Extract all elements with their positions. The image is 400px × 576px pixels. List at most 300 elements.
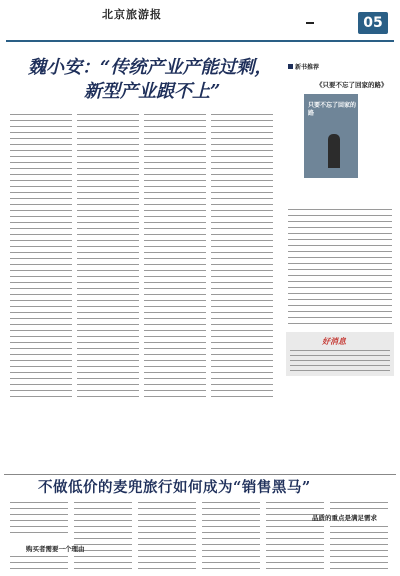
text-line xyxy=(144,354,206,355)
text-line xyxy=(211,348,273,349)
text-line xyxy=(290,350,390,351)
text-line xyxy=(144,318,206,319)
text-line xyxy=(77,252,139,253)
text-line xyxy=(74,514,132,515)
text-line xyxy=(77,204,139,205)
text-line xyxy=(330,532,388,533)
text-line xyxy=(144,144,206,145)
text-line xyxy=(10,252,72,253)
article-column-2 xyxy=(77,112,139,402)
text-line xyxy=(10,556,68,557)
second-article-column xyxy=(266,500,324,572)
text-line xyxy=(211,372,273,373)
section-divider xyxy=(4,474,396,475)
text-line xyxy=(77,228,139,229)
text-line xyxy=(144,270,206,271)
text-line xyxy=(202,544,260,545)
masthead-rule xyxy=(6,40,394,42)
text-line xyxy=(211,162,273,163)
text-line xyxy=(10,288,72,289)
text-line xyxy=(10,138,72,139)
text-line xyxy=(211,156,273,157)
text-line xyxy=(10,180,72,181)
article-column-4 xyxy=(211,112,273,402)
text-line xyxy=(211,144,273,145)
text-line xyxy=(10,336,72,337)
text-line xyxy=(144,252,206,253)
text-line xyxy=(290,370,390,371)
text-line xyxy=(77,246,139,247)
text-line xyxy=(144,192,206,193)
text-line xyxy=(211,366,273,367)
text-line xyxy=(138,502,196,503)
text-line xyxy=(288,323,392,324)
text-line xyxy=(144,180,206,181)
text-line xyxy=(74,556,132,557)
text-line xyxy=(288,311,392,312)
text-line xyxy=(290,355,390,356)
newspaper-title: 北京旅游报 xyxy=(102,8,162,21)
text-line xyxy=(74,508,132,509)
text-line xyxy=(144,114,206,115)
text-line xyxy=(144,288,206,289)
text-line xyxy=(10,270,72,271)
text-line xyxy=(74,538,132,539)
text-line xyxy=(74,526,132,527)
text-line xyxy=(330,562,388,563)
text-line xyxy=(77,264,139,265)
text-line xyxy=(77,354,139,355)
text-line xyxy=(138,568,196,569)
text-line xyxy=(77,234,139,235)
text-line xyxy=(138,526,196,527)
text-line xyxy=(211,294,273,295)
text-line xyxy=(77,300,139,301)
text-line xyxy=(211,390,273,391)
text-line xyxy=(10,568,68,569)
text-line xyxy=(138,556,196,557)
subhead-left: 购买者需要一个理由 xyxy=(26,545,85,553)
text-line xyxy=(211,168,273,169)
text-line xyxy=(330,508,388,509)
text-line xyxy=(74,568,132,569)
text-line xyxy=(10,324,72,325)
text-line xyxy=(10,508,68,509)
text-line xyxy=(288,293,392,294)
text-line xyxy=(10,526,68,527)
text-line xyxy=(77,174,139,175)
text-line xyxy=(144,360,206,361)
text-line xyxy=(77,324,139,325)
text-line xyxy=(10,264,72,265)
text-line xyxy=(77,342,139,343)
text-line xyxy=(77,360,139,361)
second-article-column xyxy=(74,500,132,572)
article-column-1 xyxy=(10,112,72,402)
second-article-column xyxy=(10,500,68,572)
good-news-heading: 好消息 xyxy=(322,336,346,346)
text-line xyxy=(144,216,206,217)
section-tag xyxy=(306,22,314,24)
text-line xyxy=(144,198,206,199)
text-line xyxy=(10,210,72,211)
text-line xyxy=(144,168,206,169)
text-line xyxy=(10,228,72,229)
text-line xyxy=(202,550,260,551)
text-line xyxy=(10,282,72,283)
text-line xyxy=(10,174,72,175)
text-line xyxy=(144,150,206,151)
good-news-box xyxy=(286,332,394,376)
text-line xyxy=(10,258,72,259)
text-line xyxy=(10,532,68,533)
text-line xyxy=(74,502,132,503)
text-line xyxy=(144,372,206,373)
text-line xyxy=(144,366,206,367)
text-line xyxy=(77,162,139,163)
text-line xyxy=(202,532,260,533)
text-line xyxy=(144,300,206,301)
text-line xyxy=(10,360,72,361)
text-line xyxy=(144,204,206,205)
article-column-3 xyxy=(144,112,206,402)
text-line xyxy=(10,120,72,121)
second-article-column xyxy=(138,500,196,572)
text-line xyxy=(144,120,206,121)
text-line xyxy=(10,216,72,217)
text-line xyxy=(144,126,206,127)
text-line xyxy=(211,396,273,397)
text-line xyxy=(266,508,324,509)
second-article-body xyxy=(10,500,390,572)
text-line xyxy=(77,366,139,367)
text-line xyxy=(10,312,72,313)
text-line xyxy=(330,544,388,545)
text-line xyxy=(144,348,206,349)
text-line xyxy=(144,174,206,175)
text-line xyxy=(144,390,206,391)
text-line xyxy=(10,378,72,379)
text-line xyxy=(288,287,392,288)
text-line xyxy=(211,258,273,259)
text-line xyxy=(211,324,273,325)
text-line xyxy=(10,150,72,151)
text-line xyxy=(144,186,206,187)
text-line xyxy=(144,264,206,265)
text-line xyxy=(77,336,139,337)
text-line xyxy=(77,150,139,151)
text-line xyxy=(211,120,273,121)
text-line xyxy=(77,156,139,157)
text-line xyxy=(144,156,206,157)
text-line xyxy=(10,372,72,373)
text-line xyxy=(77,378,139,379)
masthead xyxy=(6,4,394,46)
text-line xyxy=(144,384,206,385)
text-line xyxy=(211,312,273,313)
text-line xyxy=(10,198,72,199)
main-headline xyxy=(28,56,288,104)
text-line xyxy=(77,114,139,115)
text-line xyxy=(211,204,273,205)
text-line xyxy=(77,180,139,181)
sidebar-heading-text: 新书推荐 xyxy=(295,64,320,71)
text-line xyxy=(10,132,72,133)
text-line xyxy=(77,132,139,133)
sidebar-heading xyxy=(288,62,319,71)
text-line xyxy=(330,568,388,569)
text-line xyxy=(10,342,72,343)
text-line xyxy=(211,114,273,115)
text-line xyxy=(74,520,132,521)
text-line xyxy=(10,168,72,169)
text-line xyxy=(211,318,273,319)
text-line xyxy=(138,550,196,551)
text-line xyxy=(77,312,139,313)
text-line xyxy=(138,544,196,545)
main-article-body xyxy=(10,112,275,402)
square-bullet-icon xyxy=(288,64,293,69)
text-line xyxy=(144,378,206,379)
text-line xyxy=(10,520,68,521)
text-line xyxy=(211,234,273,235)
main-headline-line-2: 新型产业跟不上” xyxy=(84,81,221,102)
text-line xyxy=(10,192,72,193)
text-line xyxy=(144,240,206,241)
text-line xyxy=(144,330,206,331)
text-line xyxy=(144,162,206,163)
text-line xyxy=(10,396,72,397)
text-line xyxy=(10,144,72,145)
text-line xyxy=(77,348,139,349)
text-line xyxy=(144,396,206,397)
text-line xyxy=(288,257,392,258)
second-article-column xyxy=(202,500,260,572)
text-line xyxy=(211,192,273,193)
text-line xyxy=(290,360,390,361)
text-line xyxy=(211,210,273,211)
text-line xyxy=(10,366,72,367)
text-line xyxy=(288,215,392,216)
text-line xyxy=(202,520,260,521)
text-line xyxy=(211,270,273,271)
text-line xyxy=(288,299,392,300)
text-line xyxy=(10,502,68,503)
text-line xyxy=(266,568,324,569)
text-line xyxy=(10,384,72,385)
book-cover-figure xyxy=(328,134,340,168)
text-line xyxy=(77,276,139,277)
text-line xyxy=(266,538,324,539)
text-line xyxy=(202,514,260,515)
text-line xyxy=(330,502,388,503)
text-line xyxy=(211,264,273,265)
text-line xyxy=(10,562,68,563)
text-line xyxy=(10,294,72,295)
text-line xyxy=(202,568,260,569)
text-line xyxy=(10,348,72,349)
second-article-column xyxy=(330,500,388,572)
text-line xyxy=(10,126,72,127)
text-line xyxy=(211,354,273,355)
text-line xyxy=(10,162,72,163)
text-line xyxy=(77,192,139,193)
text-line xyxy=(10,246,72,247)
text-line xyxy=(211,282,273,283)
main-headline-line-1: 魏小安：“传统产业产能过剩， xyxy=(28,57,273,78)
text-line xyxy=(138,562,196,563)
text-line xyxy=(144,282,206,283)
sidebar-text xyxy=(288,207,392,327)
text-line xyxy=(77,144,139,145)
text-line xyxy=(202,502,260,503)
text-line xyxy=(77,186,139,187)
text-line xyxy=(144,132,206,133)
text-line xyxy=(211,300,273,301)
text-line xyxy=(288,227,392,228)
text-line xyxy=(211,360,273,361)
text-line xyxy=(144,312,206,313)
text-line xyxy=(211,276,273,277)
text-line xyxy=(77,216,139,217)
text-line xyxy=(211,216,273,217)
text-line xyxy=(74,562,132,563)
text-line xyxy=(10,222,72,223)
text-line xyxy=(211,342,273,343)
text-line xyxy=(144,306,206,307)
text-line xyxy=(77,384,139,385)
good-news-text xyxy=(290,348,390,372)
text-line xyxy=(10,234,72,235)
text-line xyxy=(211,378,273,379)
text-line xyxy=(211,186,273,187)
text-line xyxy=(290,365,390,366)
text-line xyxy=(211,180,273,181)
text-line xyxy=(266,544,324,545)
text-line xyxy=(144,210,206,211)
book-cover-text: 只要不忘了回家的路 xyxy=(308,102,357,117)
text-line xyxy=(202,538,260,539)
text-line xyxy=(266,532,324,533)
page-number: 05 xyxy=(358,12,388,34)
text-line xyxy=(211,150,273,151)
text-line xyxy=(266,526,324,527)
sidebar xyxy=(286,62,394,467)
text-line xyxy=(10,330,72,331)
text-line xyxy=(77,288,139,289)
text-line xyxy=(10,318,72,319)
text-line xyxy=(144,234,206,235)
text-line xyxy=(288,317,392,318)
text-line xyxy=(74,532,132,533)
text-line xyxy=(288,209,392,210)
text-line xyxy=(138,508,196,509)
text-line xyxy=(77,138,139,139)
text-line xyxy=(266,556,324,557)
book-cover-image xyxy=(304,94,358,178)
text-line xyxy=(211,138,273,139)
text-line xyxy=(211,336,273,337)
text-line xyxy=(266,502,324,503)
text-line xyxy=(202,562,260,563)
text-line xyxy=(288,239,392,240)
text-line xyxy=(288,221,392,222)
text-line xyxy=(288,245,392,246)
text-line xyxy=(288,269,392,270)
text-line xyxy=(77,258,139,259)
text-line xyxy=(138,520,196,521)
text-line xyxy=(330,550,388,551)
text-line xyxy=(10,156,72,157)
text-line xyxy=(211,384,273,385)
text-line xyxy=(77,198,139,199)
text-line xyxy=(144,276,206,277)
text-line xyxy=(10,204,72,205)
text-line xyxy=(77,210,139,211)
text-line xyxy=(10,276,72,277)
text-line xyxy=(144,342,206,343)
text-line xyxy=(211,132,273,133)
text-line xyxy=(10,300,72,301)
text-line xyxy=(330,538,388,539)
text-line xyxy=(211,240,273,241)
text-line xyxy=(77,306,139,307)
text-line xyxy=(77,294,139,295)
text-line xyxy=(10,354,72,355)
text-line xyxy=(211,252,273,253)
text-line xyxy=(144,336,206,337)
text-line xyxy=(330,526,388,527)
text-line xyxy=(211,246,273,247)
text-line xyxy=(77,372,139,373)
text-line xyxy=(211,228,273,229)
text-line xyxy=(10,240,72,241)
text-line xyxy=(77,318,139,319)
text-line xyxy=(211,330,273,331)
text-line xyxy=(77,390,139,391)
text-line xyxy=(10,186,72,187)
text-line xyxy=(330,556,388,557)
text-line xyxy=(77,330,139,331)
text-line xyxy=(144,246,206,247)
second-headline: 不做低价的麦兜旅行如何成为“销售黑马” xyxy=(38,479,311,496)
text-line xyxy=(288,305,392,306)
text-line xyxy=(202,556,260,557)
book-title: 《只要不忘了回家的路》 xyxy=(316,81,388,89)
text-line xyxy=(10,390,72,391)
text-line xyxy=(77,240,139,241)
text-line xyxy=(10,306,72,307)
text-line xyxy=(211,126,273,127)
text-line xyxy=(144,324,206,325)
text-line xyxy=(288,233,392,234)
text-line xyxy=(138,532,196,533)
text-line xyxy=(202,508,260,509)
text-line xyxy=(138,538,196,539)
text-line xyxy=(211,222,273,223)
text-line xyxy=(138,514,196,515)
text-line xyxy=(211,198,273,199)
text-line xyxy=(288,251,392,252)
text-line xyxy=(77,396,139,397)
text-line xyxy=(10,514,68,515)
text-line xyxy=(144,294,206,295)
subhead-right: 品质的重点是满足需求 xyxy=(312,514,377,522)
text-line xyxy=(211,288,273,289)
text-line xyxy=(288,281,392,282)
text-line xyxy=(77,168,139,169)
text-line xyxy=(266,550,324,551)
